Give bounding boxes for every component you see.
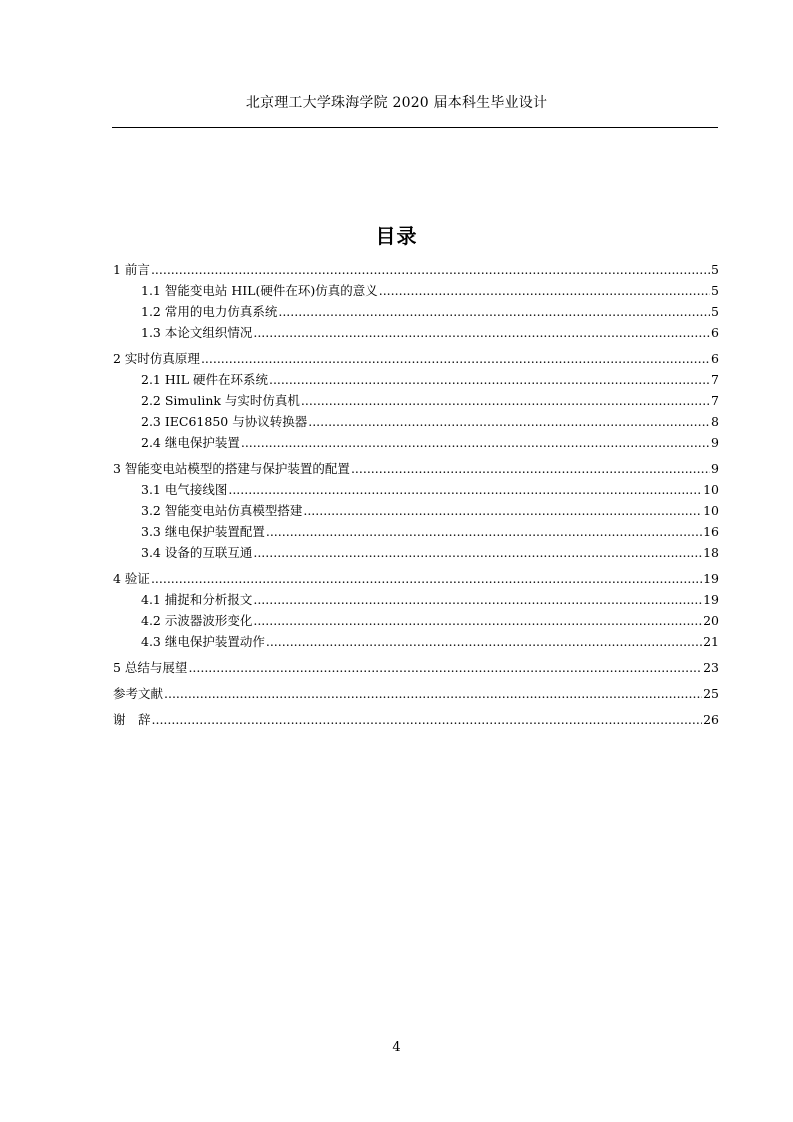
toc-entry-page: 19 <box>703 592 719 607</box>
toc-entry[interactable] <box>141 281 719 301</box>
toc-entry[interactable] <box>141 632 719 652</box>
toc-entry[interactable] <box>141 501 719 521</box>
toc-leader-dots <box>253 543 702 563</box>
toc-leader-dots <box>253 590 702 610</box>
toc-leader-dots <box>266 522 702 542</box>
toc-leader-dots <box>152 710 703 730</box>
toc-leader-dots <box>308 412 710 432</box>
toc-entry-page: 5 <box>711 304 719 319</box>
toc-entry-page: 16 <box>703 524 719 539</box>
toc-entry-text: 4.2 示波器波形变化 <box>141 613 253 628</box>
toc-title: 目录 <box>375 224 418 248</box>
toc-leader-dots <box>303 501 702 521</box>
toc-leader-dots <box>253 611 702 631</box>
toc-entry-text: 1 前言 <box>113 262 150 277</box>
toc-entry[interactable] <box>141 611 719 631</box>
toc-entry-page: 5 <box>711 283 719 298</box>
toc-leader-dots <box>228 480 702 500</box>
toc-entry[interactable] <box>113 459 719 479</box>
toc-entry-text: 3.1 电气接线图 <box>141 482 228 497</box>
toc-entry-page: 20 <box>703 613 719 628</box>
toc-leader-dots <box>266 632 702 652</box>
toc-entry[interactable] <box>141 480 719 500</box>
toc-entry-text: 1.2 常用的电力仿真系统 <box>141 304 278 319</box>
toc-entry[interactable] <box>113 569 719 589</box>
toc-entry[interactable] <box>141 370 719 390</box>
toc-entry-text: 2.2 Simulink 与实时仿真机 <box>141 393 300 408</box>
toc-entry-page: 26 <box>703 712 719 727</box>
toc-entry-page: 6 <box>711 325 719 340</box>
header-divider <box>112 127 718 128</box>
toc-entry-text: 3 智能变电站模型的搭建与保护装置的配置 <box>113 461 350 476</box>
toc-entry-text: 3.3 继电保护装置配置 <box>141 524 265 539</box>
toc-leader-dots <box>269 370 710 390</box>
toc-leader-dots <box>253 323 710 343</box>
toc-entry-text: 1.1 智能变电站 HIL(硬件在环)仿真的意义 <box>141 283 378 298</box>
toc-entry-text: 参考文献 <box>113 686 164 701</box>
toc-entry-text: 3.2 智能变电站仿真模型搭建 <box>141 503 303 518</box>
toc-entry-page: 5 <box>711 262 719 277</box>
toc-entry[interactable] <box>113 260 719 280</box>
toc-entry-text: 4.1 捕捉和分析报文 <box>141 592 253 607</box>
toc-entry-text: 2.4 继电保护装置 <box>141 435 240 450</box>
toc-entry-page: 6 <box>711 351 719 366</box>
toc-entry-text: 2 实时仿真原理 <box>113 351 200 366</box>
toc-entry[interactable] <box>113 684 719 704</box>
toc-entry[interactable] <box>141 543 719 563</box>
toc-leader-dots <box>151 569 702 589</box>
toc-entry[interactable] <box>141 522 719 542</box>
toc-entry-text: 3.4 设备的互联互通 <box>141 545 253 560</box>
toc-leader-dots <box>188 658 702 678</box>
toc-leader-dots <box>164 684 702 704</box>
toc-entry-page: 21 <box>703 634 719 649</box>
toc-entry[interactable] <box>141 590 719 610</box>
toc-entry-page: 9 <box>711 461 719 476</box>
toc-entry-text: 1.3 本论文组织情况 <box>141 325 253 340</box>
toc-entry-page: 18 <box>703 545 719 560</box>
toc-entry[interactable] <box>113 349 719 369</box>
page-number: 4 <box>392 1040 401 1055</box>
toc-entry[interactable] <box>113 710 719 730</box>
toc-entry-text: 谢 辞 <box>113 712 151 727</box>
toc-entry-text: 4.3 继电保护装置动作 <box>141 634 265 649</box>
toc-entry-text: 2.3 IEC61850 与协议转换器 <box>141 414 308 429</box>
toc-entry-page: 19 <box>703 571 719 586</box>
page-header: 北京理工大学珠海学院 2020 届本科生毕业设计 <box>245 95 548 111</box>
toc-entry-text: 4 验证 <box>113 571 150 586</box>
toc-entry-page: 7 <box>711 372 719 387</box>
toc-entry[interactable] <box>141 302 719 322</box>
toc-entry[interactable] <box>141 391 719 411</box>
toc-entry[interactable] <box>141 412 719 432</box>
toc-entry-page: 10 <box>703 503 719 518</box>
toc-entry-text: 2.1 HIL 硬件在环系统 <box>141 372 268 387</box>
toc-leader-dots <box>201 349 710 369</box>
toc-entry-page: 7 <box>711 393 719 408</box>
toc-entry[interactable] <box>141 433 719 453</box>
toc-entry-page: 25 <box>703 686 719 701</box>
toc-entry-page: 10 <box>703 482 719 497</box>
toc-entry-page: 23 <box>703 660 719 675</box>
toc-leader-dots <box>151 260 710 280</box>
toc-entry[interactable] <box>113 658 719 678</box>
toc-entry-page: 8 <box>711 414 719 429</box>
toc-entry-text: 5 总结与展望 <box>113 660 188 675</box>
toc-entry[interactable] <box>141 323 719 343</box>
toc-entry-page: 9 <box>711 435 719 450</box>
toc-leader-dots <box>278 302 710 322</box>
toc-leader-dots <box>379 281 710 301</box>
toc-leader-dots <box>351 459 710 479</box>
toc-leader-dots <box>241 433 710 453</box>
toc-leader-dots <box>301 391 710 411</box>
